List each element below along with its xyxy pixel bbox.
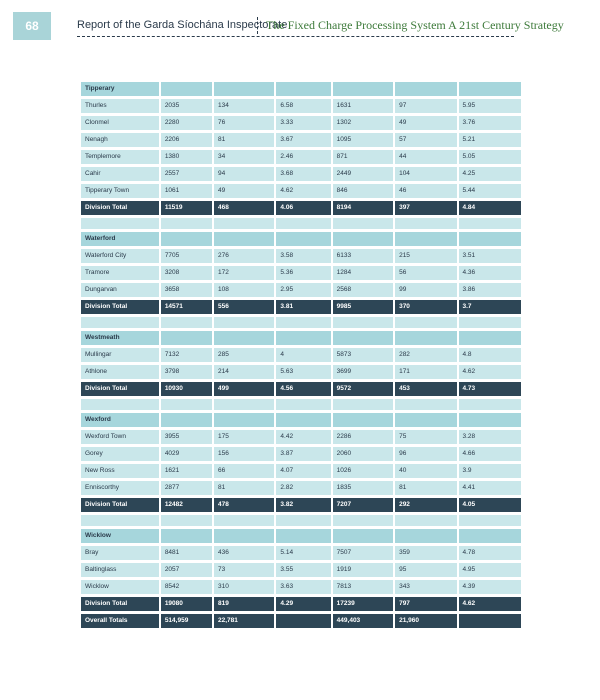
station-row — [81, 150, 521, 164]
value-cell: 4.95 — [459, 563, 522, 577]
value-cell: 3.87 — [276, 447, 330, 461]
value-cell: 8194 — [333, 201, 393, 215]
value-cell — [276, 515, 330, 526]
spacer-row — [81, 317, 521, 328]
value-cell — [395, 331, 456, 345]
row-label-cell: Division Total — [81, 300, 159, 314]
value-cell: 4.73 — [459, 382, 522, 396]
value-cell — [214, 232, 274, 246]
value-cell: 3.82 — [276, 498, 330, 512]
value-cell: 1919 — [333, 563, 393, 577]
value-cell: 94 — [214, 167, 274, 181]
value-cell: 17239 — [333, 597, 393, 611]
value-cell: 40 — [395, 464, 456, 478]
value-cell: 2035 — [161, 99, 212, 113]
value-cell: 49 — [214, 184, 274, 198]
value-cell — [214, 399, 274, 410]
row-label-cell: Gorey — [81, 447, 159, 461]
value-cell: 1284 — [333, 266, 393, 280]
value-cell: 2568 — [333, 283, 393, 297]
value-cell: 797 — [395, 597, 456, 611]
value-cell — [395, 413, 456, 427]
value-cell: 96 — [395, 447, 456, 461]
value-cell: 478 — [214, 498, 274, 512]
report-subtitle: The Fixed Charge Processing System A 21st Century Strategy — [266, 18, 564, 32]
header-divider — [77, 36, 514, 37]
row-label-cell: Tipperary — [81, 82, 159, 96]
value-cell: 292 — [395, 498, 456, 512]
value-cell — [459, 529, 522, 543]
value-cell: 2060 — [333, 447, 393, 461]
value-cell: 846 — [333, 184, 393, 198]
value-cell: 66 — [214, 464, 274, 478]
station-row — [81, 430, 521, 444]
division-total-row — [81, 201, 521, 215]
value-cell — [395, 218, 456, 229]
value-cell: 9985 — [333, 300, 393, 314]
value-cell: 175 — [214, 430, 274, 444]
station-row — [81, 546, 521, 560]
value-cell: 3.58 — [276, 249, 330, 263]
value-cell: 4.41 — [459, 481, 522, 495]
value-cell: 4.29 — [276, 597, 330, 611]
value-cell — [276, 413, 330, 427]
row-label-cell: Nenagh — [81, 133, 159, 147]
value-cell: 49 — [395, 116, 456, 130]
station-row — [81, 249, 521, 263]
value-cell: 4.66 — [459, 447, 522, 461]
value-cell — [161, 399, 212, 410]
overall-totals-row — [81, 614, 521, 628]
value-cell — [395, 82, 456, 96]
value-cell: 14571 — [161, 300, 212, 314]
value-cell: 359 — [395, 546, 456, 560]
value-cell — [395, 399, 456, 410]
value-cell — [459, 331, 522, 345]
value-cell: 3658 — [161, 283, 212, 297]
value-cell — [276, 317, 330, 328]
row-label-cell: Wexford — [81, 413, 159, 427]
value-cell: 1835 — [333, 481, 393, 495]
value-cell — [333, 218, 393, 229]
row-label-cell: Wicklow — [81, 580, 159, 594]
header-separator — [257, 17, 258, 34]
division-total-row — [81, 382, 521, 396]
row-label-cell: Division Total — [81, 597, 159, 611]
value-cell: 2.95 — [276, 283, 330, 297]
value-cell: 4.62 — [459, 597, 522, 611]
row-label-cell: Westmeath — [81, 331, 159, 345]
value-cell — [214, 529, 274, 543]
value-cell: 11519 — [161, 201, 212, 215]
county-header-row — [81, 82, 521, 96]
value-cell — [333, 399, 393, 410]
value-cell: 3.67 — [276, 133, 330, 147]
value-cell: 449,403 — [333, 614, 393, 628]
value-cell: 3798 — [161, 365, 212, 379]
value-cell: 370 — [395, 300, 456, 314]
value-cell: 134 — [214, 99, 274, 113]
value-cell — [161, 232, 212, 246]
value-cell: 5873 — [333, 348, 393, 362]
value-cell: 34 — [214, 150, 274, 164]
value-cell: 3.68 — [276, 167, 330, 181]
value-cell: 3208 — [161, 266, 212, 280]
value-cell: 4029 — [161, 447, 212, 461]
value-cell: 156 — [214, 447, 274, 461]
value-cell: 3699 — [333, 365, 393, 379]
county-header-row — [81, 529, 521, 543]
value-cell: 282 — [395, 348, 456, 362]
row-label-cell — [81, 317, 159, 328]
value-cell — [459, 232, 522, 246]
value-cell: 1095 — [333, 133, 393, 147]
value-cell: 97 — [395, 99, 456, 113]
value-cell — [333, 529, 393, 543]
value-cell: 5.63 — [276, 365, 330, 379]
value-cell: 214 — [214, 365, 274, 379]
row-label-cell: Enniscorthy — [81, 481, 159, 495]
value-cell: 436 — [214, 546, 274, 560]
value-cell: 99 — [395, 283, 456, 297]
value-cell: 397 — [395, 201, 456, 215]
value-cell: 276 — [214, 249, 274, 263]
value-cell: 3.81 — [276, 300, 330, 314]
value-cell: 2286 — [333, 430, 393, 444]
value-cell: 46 — [395, 184, 456, 198]
value-cell — [161, 331, 212, 345]
value-cell: 7507 — [333, 546, 393, 560]
value-cell: 343 — [395, 580, 456, 594]
station-row — [81, 348, 521, 362]
station-row — [81, 167, 521, 181]
value-cell: 4.07 — [276, 464, 330, 478]
value-cell: 453 — [395, 382, 456, 396]
row-label-cell: Wicklow — [81, 529, 159, 543]
row-label-cell: New Ross — [81, 464, 159, 478]
value-cell — [161, 218, 212, 229]
row-label-cell: Division Total — [81, 498, 159, 512]
value-cell — [161, 515, 212, 526]
row-label-cell: Templemore — [81, 150, 159, 164]
value-cell: 2449 — [333, 167, 393, 181]
value-cell — [161, 317, 212, 328]
value-cell: 8481 — [161, 546, 212, 560]
station-row — [81, 266, 521, 280]
value-cell — [459, 82, 522, 96]
value-cell: 95 — [395, 563, 456, 577]
value-cell: 4.05 — [459, 498, 522, 512]
value-cell: 4.56 — [276, 382, 330, 396]
value-cell: 5.05 — [459, 150, 522, 164]
value-cell — [214, 218, 274, 229]
value-cell: 57 — [395, 133, 456, 147]
value-cell: 2.46 — [276, 150, 330, 164]
row-label-cell — [81, 515, 159, 526]
value-cell — [395, 515, 456, 526]
county-header-row — [81, 331, 521, 345]
value-cell: 2.82 — [276, 481, 330, 495]
value-cell — [161, 529, 212, 543]
row-label-cell: Dungarvan — [81, 283, 159, 297]
value-cell — [459, 218, 522, 229]
row-label-cell: Wexford Town — [81, 430, 159, 444]
value-cell: 56 — [395, 266, 456, 280]
value-cell: 3.33 — [276, 116, 330, 130]
value-cell: 4.62 — [459, 365, 522, 379]
value-cell: 1026 — [333, 464, 393, 478]
value-cell — [276, 82, 330, 96]
value-cell: 4.62 — [276, 184, 330, 198]
value-cell: 10930 — [161, 382, 212, 396]
value-cell: 7813 — [333, 580, 393, 594]
row-label-cell: Overall Totals — [81, 614, 159, 628]
value-cell — [395, 317, 456, 328]
value-cell — [276, 529, 330, 543]
spacer-row — [81, 399, 521, 410]
value-cell: 5.21 — [459, 133, 522, 147]
value-cell — [214, 413, 274, 427]
county-header-row — [81, 413, 521, 427]
report-title: Report of the Garda Síochána Inspectorate — [77, 19, 288, 31]
value-cell — [395, 232, 456, 246]
value-cell: 468 — [214, 201, 274, 215]
value-cell — [459, 413, 522, 427]
value-cell: 22,781 — [214, 614, 274, 628]
value-cell — [214, 331, 274, 345]
value-cell — [276, 614, 330, 628]
station-row — [81, 464, 521, 478]
station-row — [81, 563, 521, 577]
value-cell: 104 — [395, 167, 456, 181]
value-cell — [214, 317, 274, 328]
value-cell — [276, 399, 330, 410]
value-cell: 4.84 — [459, 201, 522, 215]
value-cell: 108 — [214, 283, 274, 297]
row-label-cell: Tramore — [81, 266, 159, 280]
value-cell: 3.7 — [459, 300, 522, 314]
value-cell: 1061 — [161, 184, 212, 198]
value-cell: 1302 — [333, 116, 393, 130]
value-cell: 4.25 — [459, 167, 522, 181]
value-cell: 4.36 — [459, 266, 522, 280]
value-cell: 2557 — [161, 167, 212, 181]
value-cell: 4 — [276, 348, 330, 362]
value-cell: 6133 — [333, 249, 393, 263]
value-cell: 5.44 — [459, 184, 522, 198]
value-cell: 3.9 — [459, 464, 522, 478]
value-cell — [276, 232, 330, 246]
value-cell: 21,960 — [395, 614, 456, 628]
value-cell — [276, 331, 330, 345]
spacer-row — [81, 515, 521, 526]
value-cell: 3.28 — [459, 430, 522, 444]
row-label-cell: Clonmel — [81, 116, 159, 130]
value-cell — [333, 317, 393, 328]
value-cell: 499 — [214, 382, 274, 396]
row-label-cell: Division Total — [81, 201, 159, 215]
value-cell: 4.42 — [276, 430, 330, 444]
value-cell: 215 — [395, 249, 456, 263]
station-row — [81, 133, 521, 147]
station-row — [81, 481, 521, 495]
division-total-row — [81, 498, 521, 512]
page-number: 68 — [13, 12, 51, 40]
value-cell: 3.55 — [276, 563, 330, 577]
value-cell: 75 — [395, 430, 456, 444]
value-cell: 1380 — [161, 150, 212, 164]
station-row — [81, 365, 521, 379]
division-total-row — [81, 597, 521, 611]
station-row — [81, 184, 521, 198]
division-statistics-table — [79, 79, 523, 631]
value-cell: 7207 — [333, 498, 393, 512]
value-cell — [161, 413, 212, 427]
value-cell — [333, 331, 393, 345]
value-cell: 6.58 — [276, 99, 330, 113]
station-row — [81, 580, 521, 594]
value-cell: 2057 — [161, 563, 212, 577]
value-cell: 1631 — [333, 99, 393, 113]
value-cell — [161, 82, 212, 96]
value-cell — [214, 515, 274, 526]
value-cell: 172 — [214, 266, 274, 280]
row-label-cell: Thurles — [81, 99, 159, 113]
value-cell: 73 — [214, 563, 274, 577]
value-cell: 3.76 — [459, 116, 522, 130]
value-cell: 3955 — [161, 430, 212, 444]
value-cell — [459, 614, 522, 628]
value-cell — [333, 413, 393, 427]
value-cell: 7705 — [161, 249, 212, 263]
value-cell — [459, 515, 522, 526]
value-cell: 12482 — [161, 498, 212, 512]
value-cell: 8542 — [161, 580, 212, 594]
value-cell — [459, 317, 522, 328]
row-label-cell: Athlone — [81, 365, 159, 379]
value-cell: 2280 — [161, 116, 212, 130]
value-cell: 5.95 — [459, 99, 522, 113]
value-cell: 81 — [214, 133, 274, 147]
value-cell: 4.39 — [459, 580, 522, 594]
row-label-cell: Mullingar — [81, 348, 159, 362]
value-cell: 171 — [395, 365, 456, 379]
station-row — [81, 116, 521, 130]
spacer-row — [81, 218, 521, 229]
value-cell: 81 — [214, 481, 274, 495]
county-header-row — [81, 232, 521, 246]
row-label-cell: Division Total — [81, 382, 159, 396]
value-cell: 19080 — [161, 597, 212, 611]
row-label-cell — [81, 218, 159, 229]
value-cell: 7132 — [161, 348, 212, 362]
value-cell: 2877 — [161, 481, 212, 495]
value-cell: 2206 — [161, 133, 212, 147]
value-cell: 81 — [395, 481, 456, 495]
value-cell: 44 — [395, 150, 456, 164]
value-cell — [333, 515, 393, 526]
row-label-cell: Cahir — [81, 167, 159, 181]
value-cell: 514,959 — [161, 614, 212, 628]
value-cell: 556 — [214, 300, 274, 314]
value-cell: 871 — [333, 150, 393, 164]
value-cell: 4.06 — [276, 201, 330, 215]
value-cell: 1621 — [161, 464, 212, 478]
value-cell: 5.36 — [276, 266, 330, 280]
value-cell: 4.78 — [459, 546, 522, 560]
station-row — [81, 447, 521, 461]
value-cell: 310 — [214, 580, 274, 594]
row-label-cell: Waterford — [81, 232, 159, 246]
value-cell — [333, 232, 393, 246]
value-cell — [214, 82, 274, 96]
value-cell: 285 — [214, 348, 274, 362]
row-label-cell: Tipperary Town — [81, 184, 159, 198]
value-cell — [276, 218, 330, 229]
value-cell: 4.8 — [459, 348, 522, 362]
value-cell — [459, 399, 522, 410]
row-label-cell: Waterford City — [81, 249, 159, 263]
division-total-row — [81, 300, 521, 314]
value-cell — [333, 82, 393, 96]
value-cell — [395, 529, 456, 543]
station-row — [81, 99, 521, 113]
value-cell: 3.51 — [459, 249, 522, 263]
value-cell: 3.63 — [276, 580, 330, 594]
station-row — [81, 283, 521, 297]
value-cell: 819 — [214, 597, 274, 611]
value-cell: 5.14 — [276, 546, 330, 560]
row-label-cell: Baltinglass — [81, 563, 159, 577]
row-label-cell — [81, 399, 159, 410]
value-cell: 3.86 — [459, 283, 522, 297]
value-cell: 9572 — [333, 382, 393, 396]
value-cell: 76 — [214, 116, 274, 130]
row-label-cell: Bray — [81, 546, 159, 560]
